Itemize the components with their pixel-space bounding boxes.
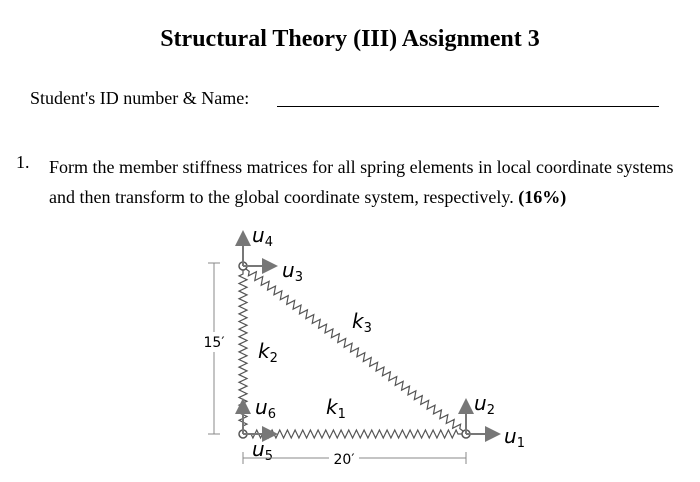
spring-k3 (246, 269, 463, 431)
label-k3: $k_3$ (352, 309, 372, 336)
label-k1: $k_1$ (326, 395, 346, 422)
student-id-label: Student's ID number & Name: (30, 88, 250, 108)
label-u5: $u_5$ (252, 437, 273, 464)
label-u1: $u_1$ (504, 424, 525, 451)
label-u3: $u_3$ (282, 258, 303, 285)
label-k2: $k_2$ (258, 339, 278, 366)
question-number: 1. (16, 152, 30, 172)
spring-k1 (247, 430, 462, 438)
label-u6: $u_6$ (255, 395, 276, 422)
label-u4: $u_4$ (252, 223, 273, 250)
dim-label-height: 15′ (203, 335, 225, 351)
label-u2: $u_2$ (474, 391, 495, 418)
question-body: Form the member stiffness matrices for all spring elements in local coordinate systems and then transform to the global coordinate system, respectively. (49, 157, 674, 207)
dim-label-width: 20′ (333, 452, 355, 468)
page-title: Structural Theory (III) Assignment 3 (160, 26, 540, 52)
question-points: (16%) (518, 187, 567, 207)
